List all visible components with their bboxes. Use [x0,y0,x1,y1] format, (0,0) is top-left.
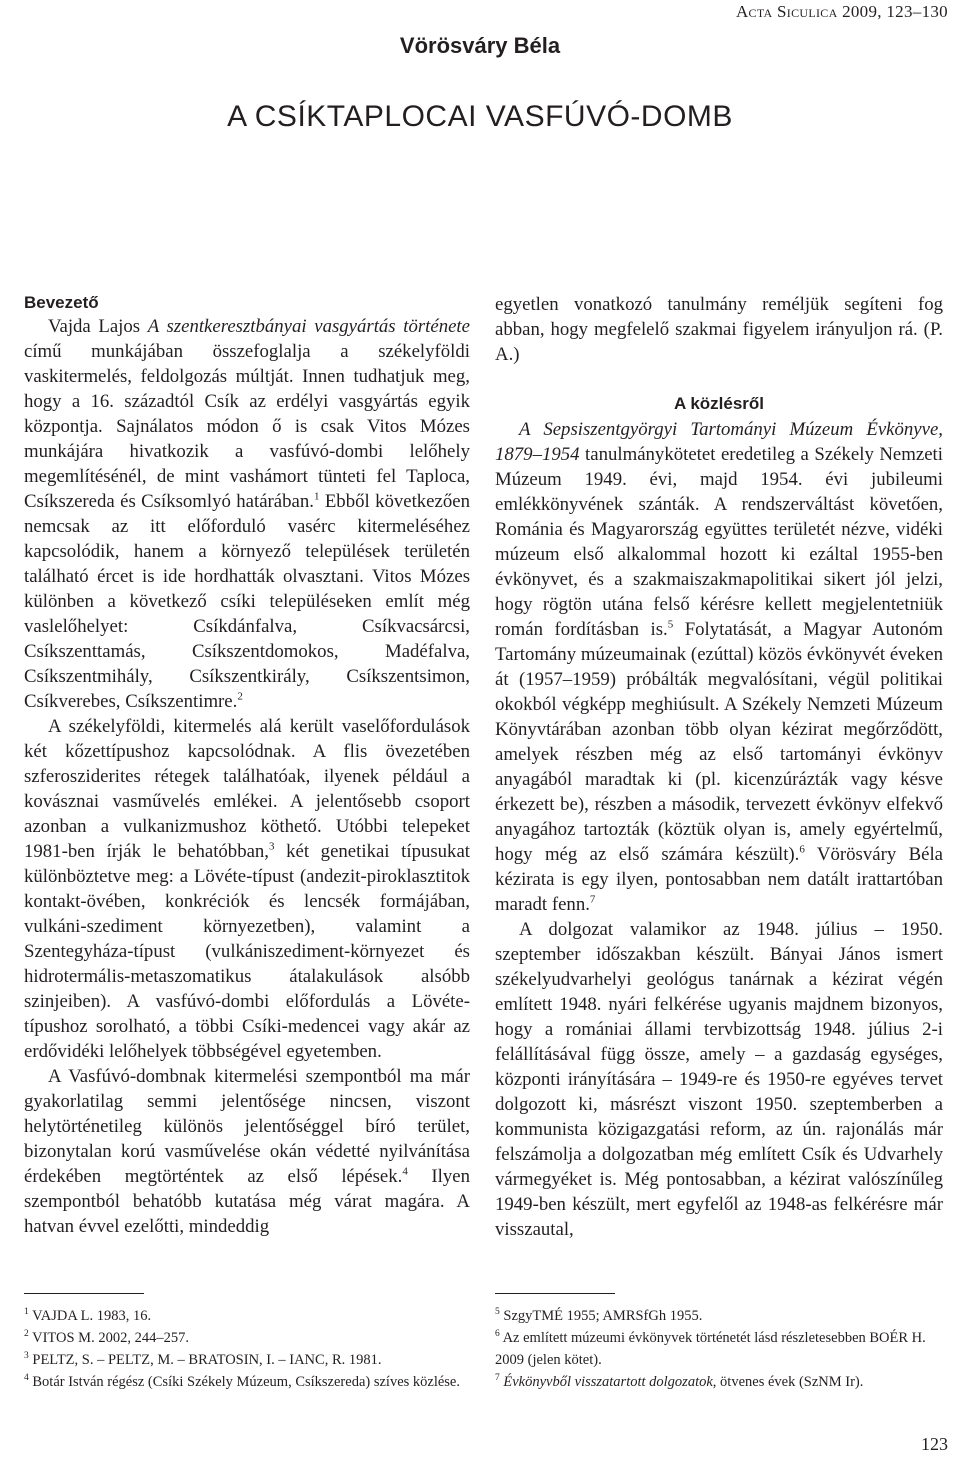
footnote-ref: 7 [589,893,596,906]
footnote: $^5$ SzgyTMÉ 1955; AMRSfGh 1955. [495,1307,703,1324]
author-name: Vörösváry Béla [399,33,561,58]
section-heading-publication: A közlésről [673,394,765,413]
footnote-ref: 3 [269,840,275,853]
footnote-divider [24,1293,144,1294]
section-heading-intro: Bevezető [24,293,99,312]
footnote: $^2$ VITOS M. 2002, 244–257. [24,1329,189,1346]
left-column [24,292,470,1239]
footnote: $^7$ Évkönyvből visszatartott dolgozatok, ötvenes évek (SzNM Ir). [495,1373,864,1390]
journal-citation: Acta Siculica 2009, 123–130 [735,2,948,21]
footnote: $^3$ PELTZ, S. – PELTZ, M. – BRATOSIN, I. – IANC, R. 1981. [24,1351,382,1368]
footnotes-right [495,1305,943,1393]
paragraph: Vajda Lajos A szentkeresztbányai vasgyártás története című munkájában összefoglalja a székelyföldi vaskitermelés, feldolgozás múltját. Innen tudhatjuk meg, hogy a 16. századtól Csík az erdélyi vasgyártás egyik központja. Sajnálatos módon ő is csak Vitos Mózes munkájára hivatkozik a vasfúvó-dombi lelőhely megemlítésénél, de mint vashámort tünteti fel Taploca, Csíkszereda és Csíksomlyó határában.$^1$ Ebből következően nemcsak az itt előforduló vasérc kitermeléséhez kapcsolódik, hanem a környező települések területén található ércet is ide hordhatták olvasztani. Vitos Mózes különben a következő csíki településeken említ még vaslelőhelyet: Csíkdánfalva, Csíkvacsárcsi, Csíkszenttamás, Csíkszentdomokos, Madéfalva, Csíkszentmihály, Csíkszentkirály, Csíkszentsimon, Csíkverebes, Csíkszentimre.$^2$ [24,316,470,712]
footnotes-left [24,1305,470,1393]
right-column [495,292,943,1242]
paragraph: A Vasfúvó-dombnak kitermelési szempontból ma már gyakorlatilag semmi jelentősége nincsen, viszont helytörténetileg különös jelentőséggel bíró terület, bizonytalan korú vasművelése okán védetté nyilvánítása érdekében megtörténtek az első lépések.$^4$ Ilyen szempontból behatóbb kutatása még várat magára. A hatvan évvel ezelőtti, mindeddig [24,1066,470,1237]
footnote-ref: 5 [667,618,674,631]
footnote: $^6$ Az említett múzeumi évkönyvek történetét lásd részletesebben BOÉR H. 2009 (jelen kötet). [495,1329,926,1368]
paragraph: A Sepsiszentgyörgyi Tartományi Múzeum Évkönyve, 1879–1954 tanulmánykötetet eredetileg a Székely Nemzeti Múzeum 1949. évi, majd 1954. évi jubileumi emlékkönyvének szánták. A rendszerváltást követően, Románia és Magyarország együttes területét nézve, vidéki múzeum első alkalommal hozott ki ezáltal 1955-ben évkönyvet, és a szakmaiszakmapolitikai sikert jól jelzi, hogy rögtön utána felső kérésre kellett megjelentetniük román fordításban is.$^5$ Folytatását, a Magyar Autonóm Tartomány múzeumainak (ezúttal) közös évkönyvét éveken át (1957–1959) próbálták megvalósítani, végül politikai okokból végképp meghiúsult. A Székely Nemzeti Múzeum Könyvtárában azonban több olyan kézirat megőrződött, amelyek részben még az első tartományi évkönyv anyagából maradtak ki (pl. kicenzúrázták vagy késve érkezett be), részben a második, tervezett évkönyv elfekvő anyagához tartozták (köztük olyan is, amely egyértelmű, hogy még az első számára készült).$^6$ Vörösváry Béla kézirata is egy ilyen, pontosabban nem datált irattartóban maradt fenn.$^7$ [495,419,944,915]
paragraph: A dolgozat valamikor az 1948. július – 1950. szeptember időszakban készült. Bányai János ismert székelyudvarhelyi geológus tanárnak a kézirat végén említett 1948. nyári felkérése ugyanis majdnem bizonyos, hogy a romániai állami tervbizottság 1948. július 2-i felállításával függ össze, amely – a gazdaság egységes, központi irányítására – 1949-re és 1950-re egyéves tervet dolgozott ki, másrészt viszont 1950. szeptemberben a kommunista közigazgatási reform, az ún. rajonálás már felszámolja a dolgozatban még említett Csík és Udvarhely vármegyéket is. Még pontosabban, a kézirat valószínűleg 1949-ben készült, mert egyfelől az 1948-as felkérésre már visszautal, [495,919,943,1240]
footnote-divider [495,1293,615,1294]
footnote-ref: 4 [402,1165,408,1178]
paragraph: egyetlen vonatkozó tanulmány reméljük segíteni fog abban, hogy megfelelő szakmai figyelem irányuljon rá. (P. A.) [495,294,943,365]
footnote-ref: 1 [313,490,320,503]
footnote: $^1$ VAJDA L. 1983, 16. [24,1307,152,1324]
article-title: A CSÍKTAPLOCAI VASFÚVÓ-DOMB [227,100,733,133]
footnote: $^4$ Botár István régész (Csíki Székely Múzeum, Csíkszereda) szíves közlése. [24,1373,460,1390]
footnote-ref: 6 [799,843,805,856]
paragraph: A székelyföldi, kitermelés alá került vaselőfordulások két kőzettípushoz kapcsolódnak. A flis övezetében szferosziderites rétegek találhatóak, ilyenek például a kovásznai vasművelés emlékei. A jelentősebb csoport azonban a vulkanizmushoz köthető. Utóbbi telepeket 1981-ben írják le behatóbban,$^3$ két genetikai típusukat különböztetve meg: a Lövéte-típust (andezit-piroklasztitok kontakt-övében, konkréciók és lencsék formájában, vulkáni-szediment környezetben), valamint a Szentegyháza-típust (vulkániszediment-környezet és hidrotermális-metaszomatikus átalakulások alsóbb szinjeiben). A vasfúvó-dombi előfordulás a Lövéte-típushoz sorolható, a többi Csíki-medencei vagy akár az erdővidéki lelőhelyek többségével egyetemben. [24,716,470,1062]
page-number: 123 [921,1434,948,1454]
footnote-ref: 2 [237,690,243,703]
